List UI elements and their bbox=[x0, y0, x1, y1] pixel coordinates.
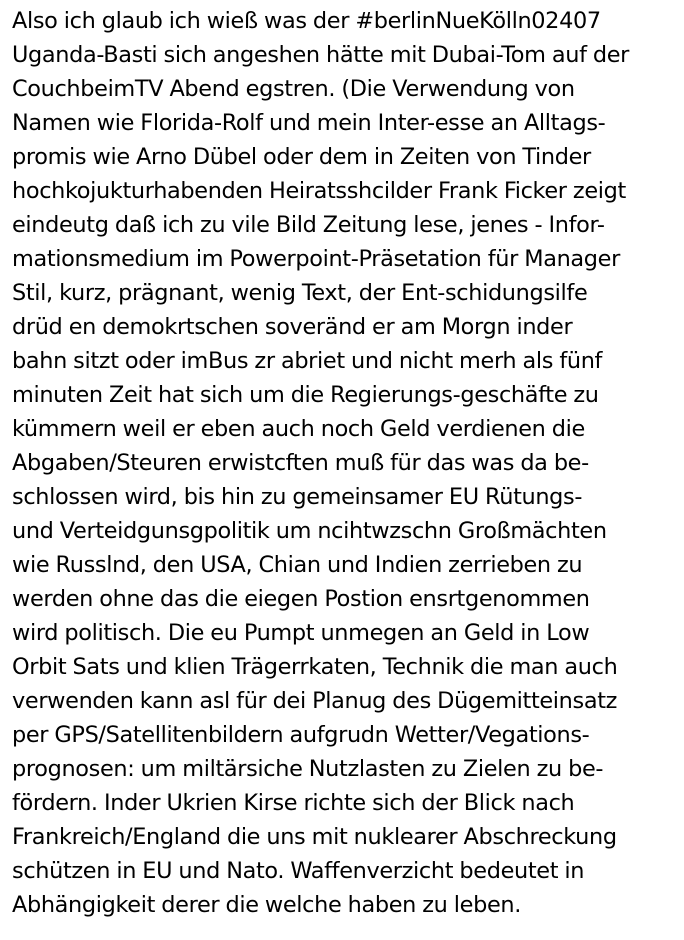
text-line: und Verteidgunsgpolitik um ncihtwzschn Großmächten bbox=[12, 518, 607, 544]
text-line: Orbit Sats und klien Trägerrkaten, Technik die man auch bbox=[12, 654, 618, 680]
text-line: Uganda-Basti sich angeshen hätte mit Dubai-Tom auf der bbox=[12, 42, 630, 68]
text-line: werden ohne das die eiegen Postion ensrtgenommen bbox=[12, 586, 590, 612]
text-line: minuten Zeit hat sich um die Regierungs-geschäfte zu bbox=[12, 382, 599, 408]
text-line: Also ich glaub ich wieß was der #berlinNueKölln02407 bbox=[12, 8, 601, 34]
text-line: eindeutg daß ich zu vile Bild Zeitung lese, jenes - Infor- bbox=[12, 212, 605, 238]
text-line: prognosen: um miltärsiche Nutzlasten zu Zielen zu be- bbox=[12, 756, 604, 782]
text-line: bahn sitzt oder imBus zr abriet und nicht merh als fünf bbox=[12, 348, 603, 374]
document-body bbox=[12, 4, 680, 922]
text-line: per GPS/Satellitenbildern aufgrudn Wetter/Vegations- bbox=[12, 722, 590, 748]
text-line: drüd en demokrtschen soveränd er am Morgn inder bbox=[12, 314, 573, 340]
text-line: fördern. Inder Ukrien Kirse richte sich der Blick nach bbox=[12, 790, 575, 816]
text-line: promis wie Arno Dübel oder dem in Zeiten von Tinder bbox=[12, 144, 591, 170]
text-line: Abgaben/Steuren erwistcften muß für das was da be- bbox=[12, 450, 589, 476]
text-line: Abhängigkeit derer die welche haben zu leben. bbox=[12, 892, 521, 918]
text-line: schlossen wird, bis hin zu gemeinsamer EU Rütungs- bbox=[12, 484, 583, 510]
text-line: Frankreich/England die uns mit nuklearer Abschreckung bbox=[12, 824, 617, 850]
text-line: CouchbeimTV Abend egstren. (Die Verwendung von bbox=[12, 76, 575, 102]
text-line: wie Russlnd, den USA, Chian und Indien zerrieben zu bbox=[12, 552, 583, 578]
text-line: hochkojukturhabenden Heiratsshcilder Frank Ficker zeigt bbox=[12, 178, 626, 204]
text-line: Namen wie Florida-Rolf und mein Inter-esse an Alltags- bbox=[12, 110, 606, 136]
text-line: verwenden kann asl für dei Planug des Dügemitteinsatz bbox=[12, 688, 618, 714]
text-line: kümmern weil er eben auch noch Geld verdienen die bbox=[12, 416, 585, 442]
text-line: wird politisch. Die eu Pumpt unmegen an Geld in Low bbox=[12, 620, 590, 646]
text-line: mationsmedium im Powerpoint-Präsetation für Manager bbox=[12, 246, 620, 272]
text-line: Stil, kurz, prägnant, wenig Text, der Ent-schidungsilfe bbox=[12, 280, 588, 306]
text-line: schützen in EU und Nato. Waffenverzicht bedeutet in bbox=[12, 858, 585, 884]
